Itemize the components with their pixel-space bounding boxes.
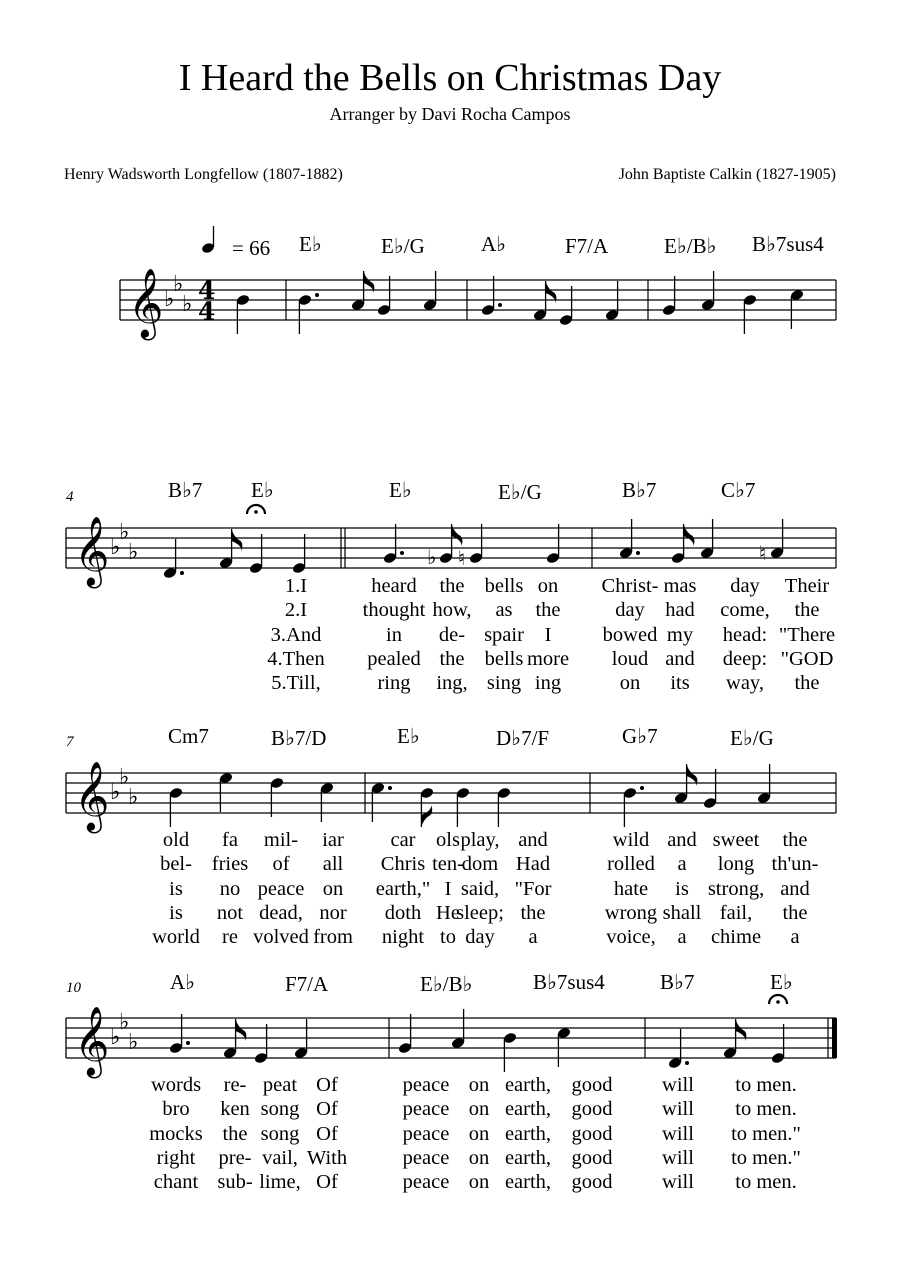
lyric-syllable: 3.And [270, 623, 322, 646]
time-signature-top: 4 [198, 276, 216, 305]
chord-symbol: B♭7 [660, 970, 695, 994]
lyric-syllable: earth, [504, 1074, 552, 1096]
lyric-syllable: vail, [262, 1146, 298, 1169]
measure-number: 4 [66, 489, 74, 505]
fermata-dot [776, 1000, 780, 1004]
flat-sign: ♭ [164, 287, 175, 312]
dot [400, 551, 404, 555]
lyric-syllable: a [528, 926, 538, 949]
lyric-syllable: good [571, 1171, 613, 1194]
lyric-syllable: Had [515, 853, 551, 876]
chord-symbol: E♭ [389, 478, 412, 502]
chord-symbol: E♭ [251, 478, 274, 502]
lyric-syllable: voice, [606, 926, 656, 949]
lyric-syllable: and [665, 647, 695, 670]
lyric-syllable: the [794, 672, 820, 695]
lyric-syllable: I [544, 623, 552, 646]
composer-credit: John Baptiste Calkin (1827-1905) [618, 166, 836, 183]
lyric-syllable: on [322, 877, 344, 900]
lyric-syllable: ring [377, 672, 411, 695]
lyric-syllable: from [313, 926, 353, 949]
lyric-syllable: iar [322, 829, 344, 851]
lyric-syllable: song [260, 1098, 300, 1121]
lyric-syllable: is [169, 901, 183, 924]
lyric-syllable: earth, [504, 1171, 552, 1194]
lyric-syllable: peace [402, 1122, 450, 1145]
chord-symbol: E♭/B♭ [420, 972, 473, 996]
lyric-syllable: good [571, 1098, 613, 1121]
dot [315, 293, 319, 297]
lyric-syllable: on [468, 1146, 490, 1169]
lyric-syllable: car [390, 829, 416, 851]
chord-symbol: E♭ [770, 970, 793, 994]
chord-symbol: E♭/G [498, 480, 542, 504]
lyric-syllable: come, [720, 599, 770, 622]
eighth-flag [452, 524, 463, 546]
natural-accidental: ♮ [458, 546, 466, 570]
lyric-syllable: ing [534, 672, 562, 695]
lyric-syllable: 5.Till, [271, 672, 321, 695]
lyric-syllable: to men. [735, 1074, 797, 1096]
lyric-syllable: on [468, 1122, 490, 1145]
flat-sign: ♭ [182, 292, 193, 317]
lyric-syllable: to [440, 926, 456, 949]
lyric-syllable: to men." [731, 1122, 801, 1145]
lyric-syllable: With [306, 1146, 348, 1169]
flat-accidental: ♭ [427, 545, 437, 569]
lyric-syllable: mas [663, 575, 697, 597]
lyric-syllable: Of [316, 1098, 338, 1121]
lyric-syllable: more [526, 647, 570, 670]
lyric-syllable: re [222, 926, 238, 949]
lyric-syllable: pealed [367, 647, 421, 670]
lyric-syllable: sweet [712, 829, 760, 851]
lyric-syllable: sleep; [456, 901, 504, 924]
flat-sign: ♭ [110, 780, 121, 805]
natural-accidental: ♮ [759, 541, 767, 565]
dot [685, 1061, 689, 1065]
flat-sign: ♭ [128, 785, 139, 810]
lyric-syllable: fries [211, 853, 249, 876]
lyric-syllable: to men. [735, 1098, 797, 1121]
treble-clef: 𝄞 [74, 516, 110, 586]
flat-sign: ♭ [128, 1030, 139, 1055]
eighth-flag [421, 805, 432, 827]
lyric-syllable: th'un- [771, 853, 819, 876]
lyric-syllable: song [260, 1122, 300, 1145]
flat-sign: ♭ [110, 1025, 121, 1050]
lyric-syllable: a [790, 926, 800, 949]
chord-symbol: B♭7/D [271, 726, 327, 750]
lyric-syllable: on [468, 1171, 490, 1194]
treble-clef: 𝄞 [74, 761, 110, 831]
lyric-syllable: Of [316, 1171, 338, 1194]
lyric-syllable: ken [220, 1098, 250, 1121]
chord-symbol: G♭7 [622, 724, 658, 748]
lyric-syllable: will [662, 1146, 694, 1169]
chord-symbol: B♭7sus4 [752, 232, 824, 256]
lyric-syllable: the [782, 901, 808, 924]
chord-symbol: A♭ [170, 970, 196, 994]
lyric-syllable: the [520, 901, 546, 924]
lyric-syllable: "For [514, 877, 552, 900]
chord-symbol: E♭ [397, 724, 420, 748]
lyric-syllable: and [780, 877, 810, 900]
chord-symbol: A♭ [481, 232, 507, 256]
lyric-syllable: the [794, 599, 820, 622]
lyric-syllable: earth, [504, 1146, 552, 1169]
lyric-syllable: loud [611, 647, 649, 670]
chord-symbol: E♭/B♭ [664, 234, 717, 258]
dot [388, 786, 392, 790]
lyric-syllable: bowed [602, 623, 658, 646]
treble-clef: 𝄞 [74, 1006, 110, 1076]
lyric-syllable: the [535, 599, 561, 622]
lyric-syllable: mil- [263, 829, 299, 851]
lyric-syllable: will [662, 1074, 694, 1096]
lyric-syllable: bells [484, 647, 524, 670]
lyric-syllable: "GOD [780, 647, 834, 670]
lyric-syllable: sub- [217, 1171, 253, 1194]
lyric-syllable: 1.I [284, 575, 308, 597]
tempo-value: = 66 [232, 236, 271, 260]
lyric-syllable: all [322, 853, 344, 876]
dot [640, 786, 644, 790]
lyric-syllable: as [495, 599, 513, 622]
chord-symbol: E♭ [299, 232, 322, 256]
lyric-syllable: play, [460, 829, 500, 851]
lyric-syllable: to men." [731, 1146, 801, 1169]
lyric-syllable: rolled [607, 853, 655, 876]
lyric-syllable: right [156, 1146, 196, 1169]
lyric-syllable: thought [362, 599, 426, 622]
lyric-syllable: the [782, 829, 808, 851]
lyric-syllable: I [444, 877, 452, 900]
lyric-syllable: dom [461, 853, 499, 876]
treble-clef: 𝄞 [128, 268, 164, 338]
lyric-syllable: had [665, 599, 695, 622]
lyric-syllable: on [468, 1098, 490, 1121]
lyric-syllable: earth," [375, 877, 431, 900]
chord-symbol: Cm7 [168, 724, 209, 748]
lyric-syllable: on [468, 1074, 490, 1096]
lyric-syllable: and [518, 829, 548, 851]
dot [636, 551, 640, 555]
lyric-syllable: Of [316, 1074, 338, 1096]
lyric-syllable: will [662, 1098, 694, 1121]
lyric-syllable: the [222, 1122, 248, 1145]
lyric-syllable: a [677, 853, 687, 876]
lyric-syllable: good [571, 1122, 613, 1145]
lyric-syllable: 2.I [284, 599, 308, 622]
measure-number: 10 [66, 980, 81, 996]
lyric-syllable: dead, [259, 901, 303, 924]
chord-symbol: E♭/G [381, 234, 425, 258]
lyric-syllable: "There [778, 623, 836, 646]
lyric-syllable: hate [613, 877, 649, 900]
flat-sign: ♭ [119, 1010, 130, 1035]
lyric-syllable: will [662, 1122, 694, 1145]
lyric-syllable: my [666, 623, 694, 646]
lyric-syllable: to men. [735, 1171, 797, 1194]
lyric-syllable: ols [436, 829, 460, 851]
lyric-syllable: earth, [504, 1098, 552, 1121]
fermata-dot [254, 510, 258, 514]
measure-number: 7 [66, 734, 74, 750]
lyric-syllable: chant [153, 1171, 199, 1194]
lyric-syllable: day [465, 926, 495, 949]
eighth-flag [684, 524, 695, 546]
chord-symbol: E♭/G [730, 726, 774, 750]
lyric-syllable: bro [162, 1098, 190, 1121]
lyric-syllable: on [619, 672, 641, 695]
arranger-subtitle: Arranger by Davi Rocha Campos [329, 104, 571, 124]
lyric-syllable: re- [223, 1074, 247, 1096]
lyric-syllable: wild [612, 829, 650, 851]
flat-sign: ♭ [119, 765, 130, 790]
dot [498, 303, 502, 307]
lyric-syllable: a [677, 926, 687, 949]
flat-sign: ♭ [110, 535, 121, 560]
lyric-syllable: in [386, 623, 402, 646]
lyric-syllable: Their [784, 575, 830, 597]
lyric-syllable: way, [726, 672, 764, 695]
lyric-syllable: lime, [259, 1171, 301, 1194]
lyric-syllable: bells [484, 575, 524, 597]
lyric-syllable: is [675, 877, 689, 900]
chord-symbol: F7/A [565, 234, 609, 258]
page-title: I Heard the Bells on Christmas Day [178, 57, 722, 99]
lyric-syllable: how, [432, 599, 472, 622]
lyric-syllable: volved [253, 926, 309, 949]
lyric-syllable: pre- [218, 1146, 252, 1169]
lyric-syllable: peace [402, 1074, 450, 1096]
lyric-syllable: not [216, 901, 244, 924]
lyricist-credit: Henry Wadsworth Longfellow (1807-1882) [64, 166, 343, 183]
lyric-syllable: old [162, 829, 190, 851]
flat-sign: ♭ [128, 540, 139, 565]
lyric-syllable: head: [722, 623, 768, 646]
chord-symbol: C♭7 [721, 478, 756, 502]
lyric-syllable: of [272, 853, 290, 876]
lyric-syllable: de- [438, 623, 466, 646]
lyric-syllable: He [436, 901, 460, 924]
lyric-syllable: deep: [722, 647, 768, 670]
flat-sign: ♭ [173, 272, 184, 297]
lyric-syllable: on [537, 575, 559, 597]
chord-symbol: B♭7 [622, 478, 657, 502]
lyric-syllable: long [717, 853, 755, 876]
lyric-syllable: is [169, 877, 183, 900]
lyric-syllable: will [662, 1171, 694, 1194]
lyric-syllable: 4.Then [267, 647, 325, 670]
lyric-syllable: day [730, 575, 760, 597]
lyric-syllable: peace [402, 1171, 450, 1194]
lyric-syllable: wrong [604, 901, 658, 924]
lyric-syllable: peace [402, 1098, 450, 1121]
time-signature-bottom: 4 [198, 297, 216, 326]
lyric-syllable: shall [662, 901, 702, 924]
lyric-syllable: sing [486, 672, 522, 695]
lyric-syllable: ing, [436, 672, 468, 695]
lyric-syllable: the [439, 647, 465, 670]
lyric-syllable: Chris [380, 853, 426, 876]
lyric-syllable: peat [262, 1074, 298, 1096]
lyric-syllable: said, [460, 877, 500, 900]
lyric-syllable: words [150, 1074, 202, 1096]
chord-symbol: F7/A [285, 972, 329, 996]
final-barline [832, 1018, 837, 1058]
lyric-syllable: ten- [432, 853, 464, 876]
lyric-syllable: Christ- [601, 575, 659, 597]
lyric-syllable: earth, [504, 1122, 552, 1145]
lyric-syllable: heard [371, 575, 417, 597]
lyric-syllable: and [667, 829, 697, 851]
flat-sign: ♭ [119, 520, 130, 545]
lyric-syllable: good [571, 1146, 613, 1169]
lyric-syllable: mocks [149, 1122, 203, 1145]
lyric-syllable: its [670, 672, 690, 695]
lyric-syllable: Of [316, 1122, 338, 1145]
lyric-syllable: strong, [707, 877, 765, 900]
dot [186, 1041, 190, 1045]
dot [180, 571, 184, 575]
lyric-syllable: night [381, 926, 425, 949]
lyric-syllable: peace [402, 1146, 450, 1169]
lyric-syllable: fail, [719, 901, 753, 924]
lyric-syllable: fa [222, 829, 238, 851]
lyric-syllable: good [571, 1074, 613, 1096]
chord-symbol: B♭7 [168, 478, 203, 502]
lyric-syllable: peace [257, 877, 305, 900]
lyric-syllable: doth [384, 901, 422, 924]
lyric-syllable: chime [710, 926, 762, 949]
lyric-syllable: day [615, 599, 645, 622]
lyric-syllable: bel- [160, 853, 192, 876]
chord-symbol: D♭7/F [496, 726, 550, 750]
lyric-syllable: nor [319, 901, 347, 924]
lyric-syllable: no [219, 877, 241, 900]
chord-symbol: B♭7sus4 [533, 970, 605, 994]
lyric-syllable: spair [484, 623, 524, 646]
lyric-syllable: the [439, 575, 465, 597]
lyric-syllable: world [152, 926, 200, 949]
